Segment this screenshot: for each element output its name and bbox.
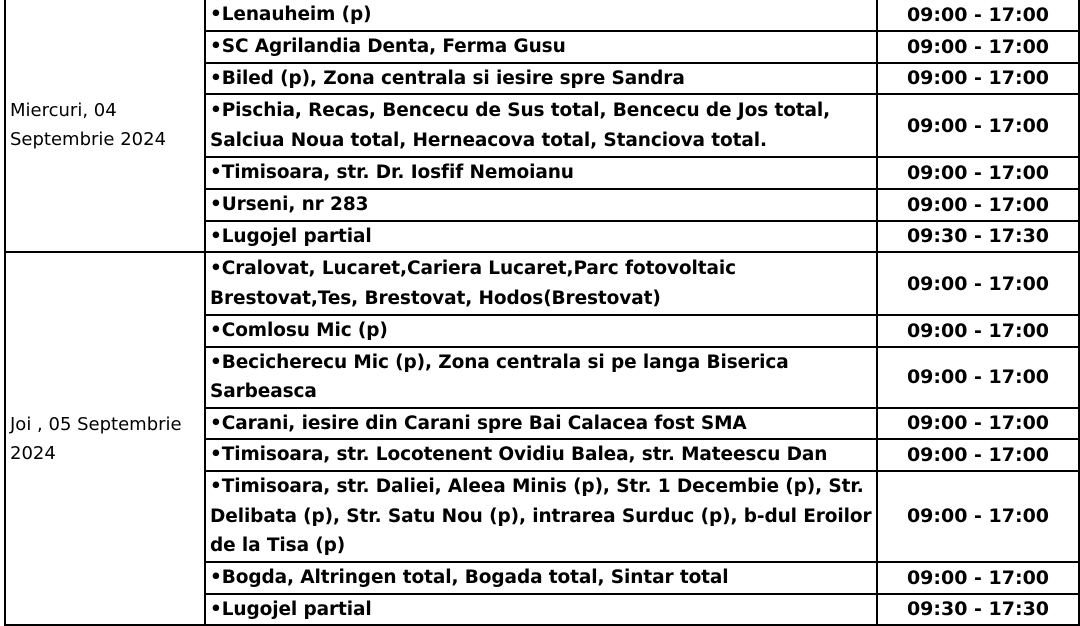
hours-cell: 09:00 - 17:00: [877, 315, 1079, 347]
hours-cell: 09:00 - 17:00: [877, 189, 1079, 221]
location-cell: •Urseni, nr 283: [205, 189, 877, 221]
hours-cell: 09:00 - 17:00: [877, 562, 1079, 594]
date-cell: Joi , 05 Septembrie 2024: [5, 252, 205, 625]
hours-cell: 09:30 - 17:30: [877, 594, 1079, 626]
hours-cell: 09:00 - 17:00: [877, 157, 1079, 189]
location-cell: •Lugojel partial: [205, 221, 877, 253]
location-cell: •Cralovat, Lucaret,Cariera Lucaret,Parc fotovoltaic Brestovat,Tes, Brestovat, Hodos(Brestovat): [205, 252, 877, 315]
location-cell: •Lenauheim (p): [205, 0, 877, 31]
location-cell: •Pischia, Recas, Bencecu de Sus total, Bencecu de Jos total, Salciua Noua total, Herneacova total, Stanciova total.: [205, 94, 877, 157]
location-cell: •Timisoara, str. Daliei, Aleea Minis (p), Str. 1 Decembie (p), Str. Delibata (p), Str. Satu Nou (p), intrarea Surduc (p), b-dul Eroilor de la Tisa (p): [205, 471, 877, 562]
location-cell: •Timisoara, str. Dr. Iosfif Nemoianu: [205, 157, 877, 189]
hours-cell: 09:00 - 17:00: [877, 471, 1079, 562]
table-row: [5, 0, 1079, 31]
location-cell: •SC Agrilandia Denta, Ferma Gusu: [205, 31, 877, 63]
hours-cell: 09:00 - 17:00: [877, 63, 1079, 95]
date-cell: Miercuri, 04 Septembrie 2024: [5, 0, 205, 252]
table-row: [5, 252, 1079, 315]
hours-cell: 09:00 - 17:00: [877, 439, 1079, 471]
location-cell: •Lugojel partial: [205, 594, 877, 626]
hours-cell: 09:00 - 17:00: [877, 408, 1079, 440]
hours-cell: 09:00 - 17:00: [877, 0, 1079, 31]
hours-cell: 09:00 - 17:00: [877, 252, 1079, 315]
location-cell: •Becicherecu Mic (p), Zona centrala si pe langa Biserica Sarbeasca: [205, 347, 877, 408]
hours-cell: 09:00 - 17:00: [877, 31, 1079, 63]
location-cell: •Biled (p), Zona centrala si iesire spre Sandra: [205, 63, 877, 95]
hours-cell: 09:00 - 17:00: [877, 347, 1079, 408]
location-cell: •Timisoara, str. Locotenent Ovidiu Balea, str. Mateescu Dan: [205, 439, 877, 471]
location-cell: •Carani, iesire din Carani spre Bai Calacea fost SMA: [205, 408, 877, 440]
location-cell: •Bogda, Altringen total, Bogada total, Sintar total: [205, 562, 877, 594]
hours-cell: 09:30 - 17:30: [877, 221, 1079, 253]
hours-cell: 09:00 - 17:00: [877, 94, 1079, 157]
location-cell: •Comlosu Mic (p): [205, 315, 877, 347]
outage-schedule-table: [4, 0, 1080, 626]
